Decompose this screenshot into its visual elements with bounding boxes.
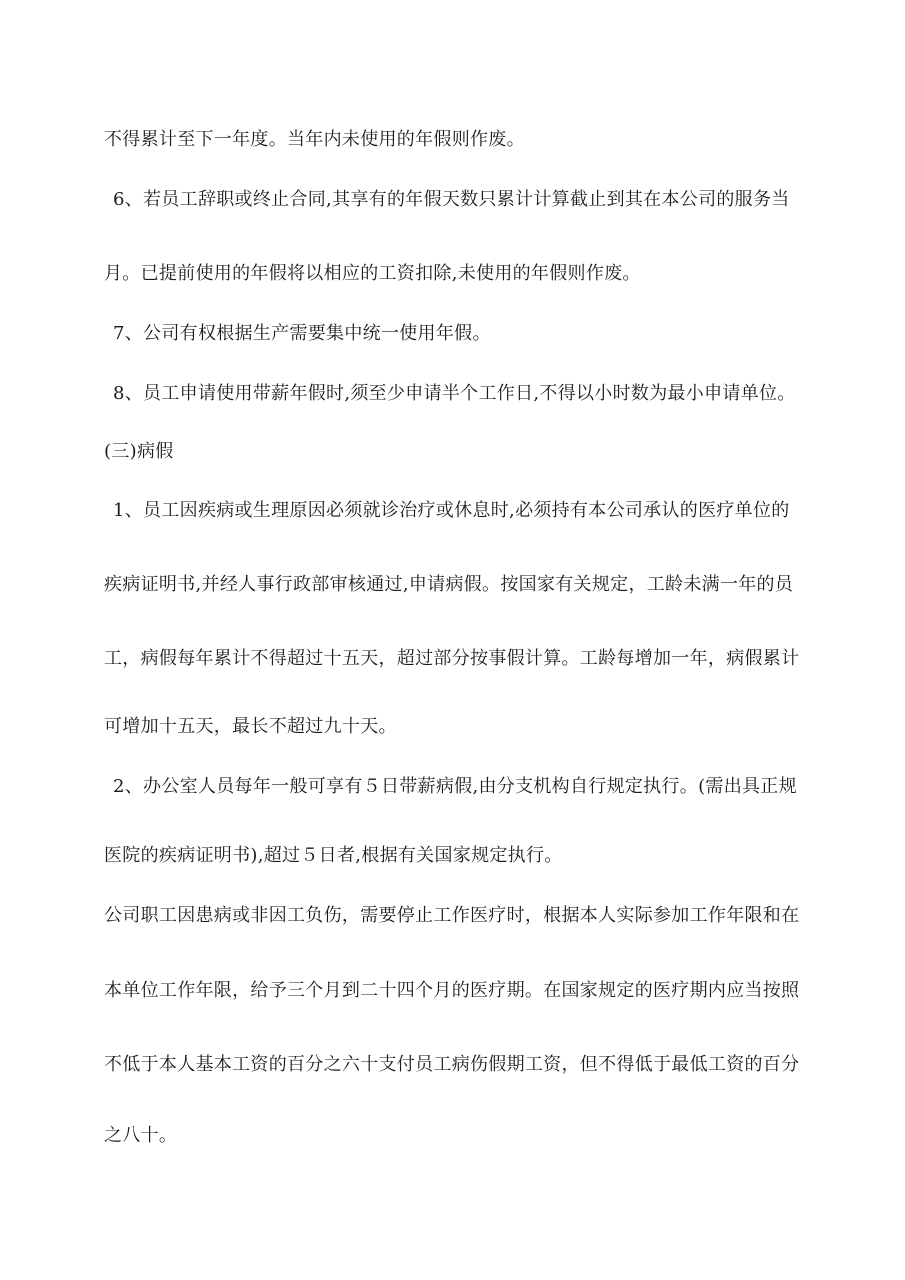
text-line-14: 本单位工作年限，给予三个月到二十四个月的医疗期。在国家规定的医疗期内应当按照: [104, 980, 800, 1001]
text-line-9: 工，病假每年累计不得超过十五天，超过部分按事假计算。工龄每增加一年，病假累计: [104, 648, 800, 669]
text-line-13: 公司职工因患病或非因工负伤，需要停止工作医疗时，根据本人实际参加工作年限和在: [104, 905, 800, 926]
text-line-10: 可增加十五天，最长不超过九十天。: [104, 716, 397, 737]
text-line-16: 之八十。: [104, 1125, 178, 1146]
section-heading: (三)病假: [104, 441, 174, 462]
text-line-11: 2、办公室人员每年一般可享有５日带薪病假,由分支机构自行规定执行。(需出具正规: [113, 776, 797, 797]
text-line-5: 8、员工申请使用带薪年假时,须至少申请半个工作日,不得以小时数为最小申请单位。: [113, 383, 796, 404]
text-line-3: 月。已提前使用的年假将以相应的工资扣除,未使用的年假则作废。: [104, 263, 641, 284]
text-line-12: 医院的疾病证明书),超过５日者,根据有关国家规定执行。: [104, 845, 563, 866]
text-line-15: 不低于本人基本工资的百分之六十支付员工病伤假期工资，但不得低于最低工资的百分: [104, 1054, 800, 1075]
text-line-7: 1、员工因疾病或生理原因必须就诊治疗或休息时,必须持有本公司承认的医疗单位的: [113, 500, 790, 521]
text-line-1: 不得累计至下一年度。当年内未使用的年假则作废。: [104, 129, 525, 150]
text-line-4: 7、公司有权根据生产需要集中统一使用年假。: [113, 323, 491, 344]
text-line-8: 疾病证明书,并经人事行政部审核通过,申请病假。按国家有关规定，工龄未满一年的员: [104, 574, 794, 595]
text-line-2: 6、若员工辞职或终止合同,其享有的年假天数只累计计算截止到其在本公司的服务当: [113, 189, 790, 210]
